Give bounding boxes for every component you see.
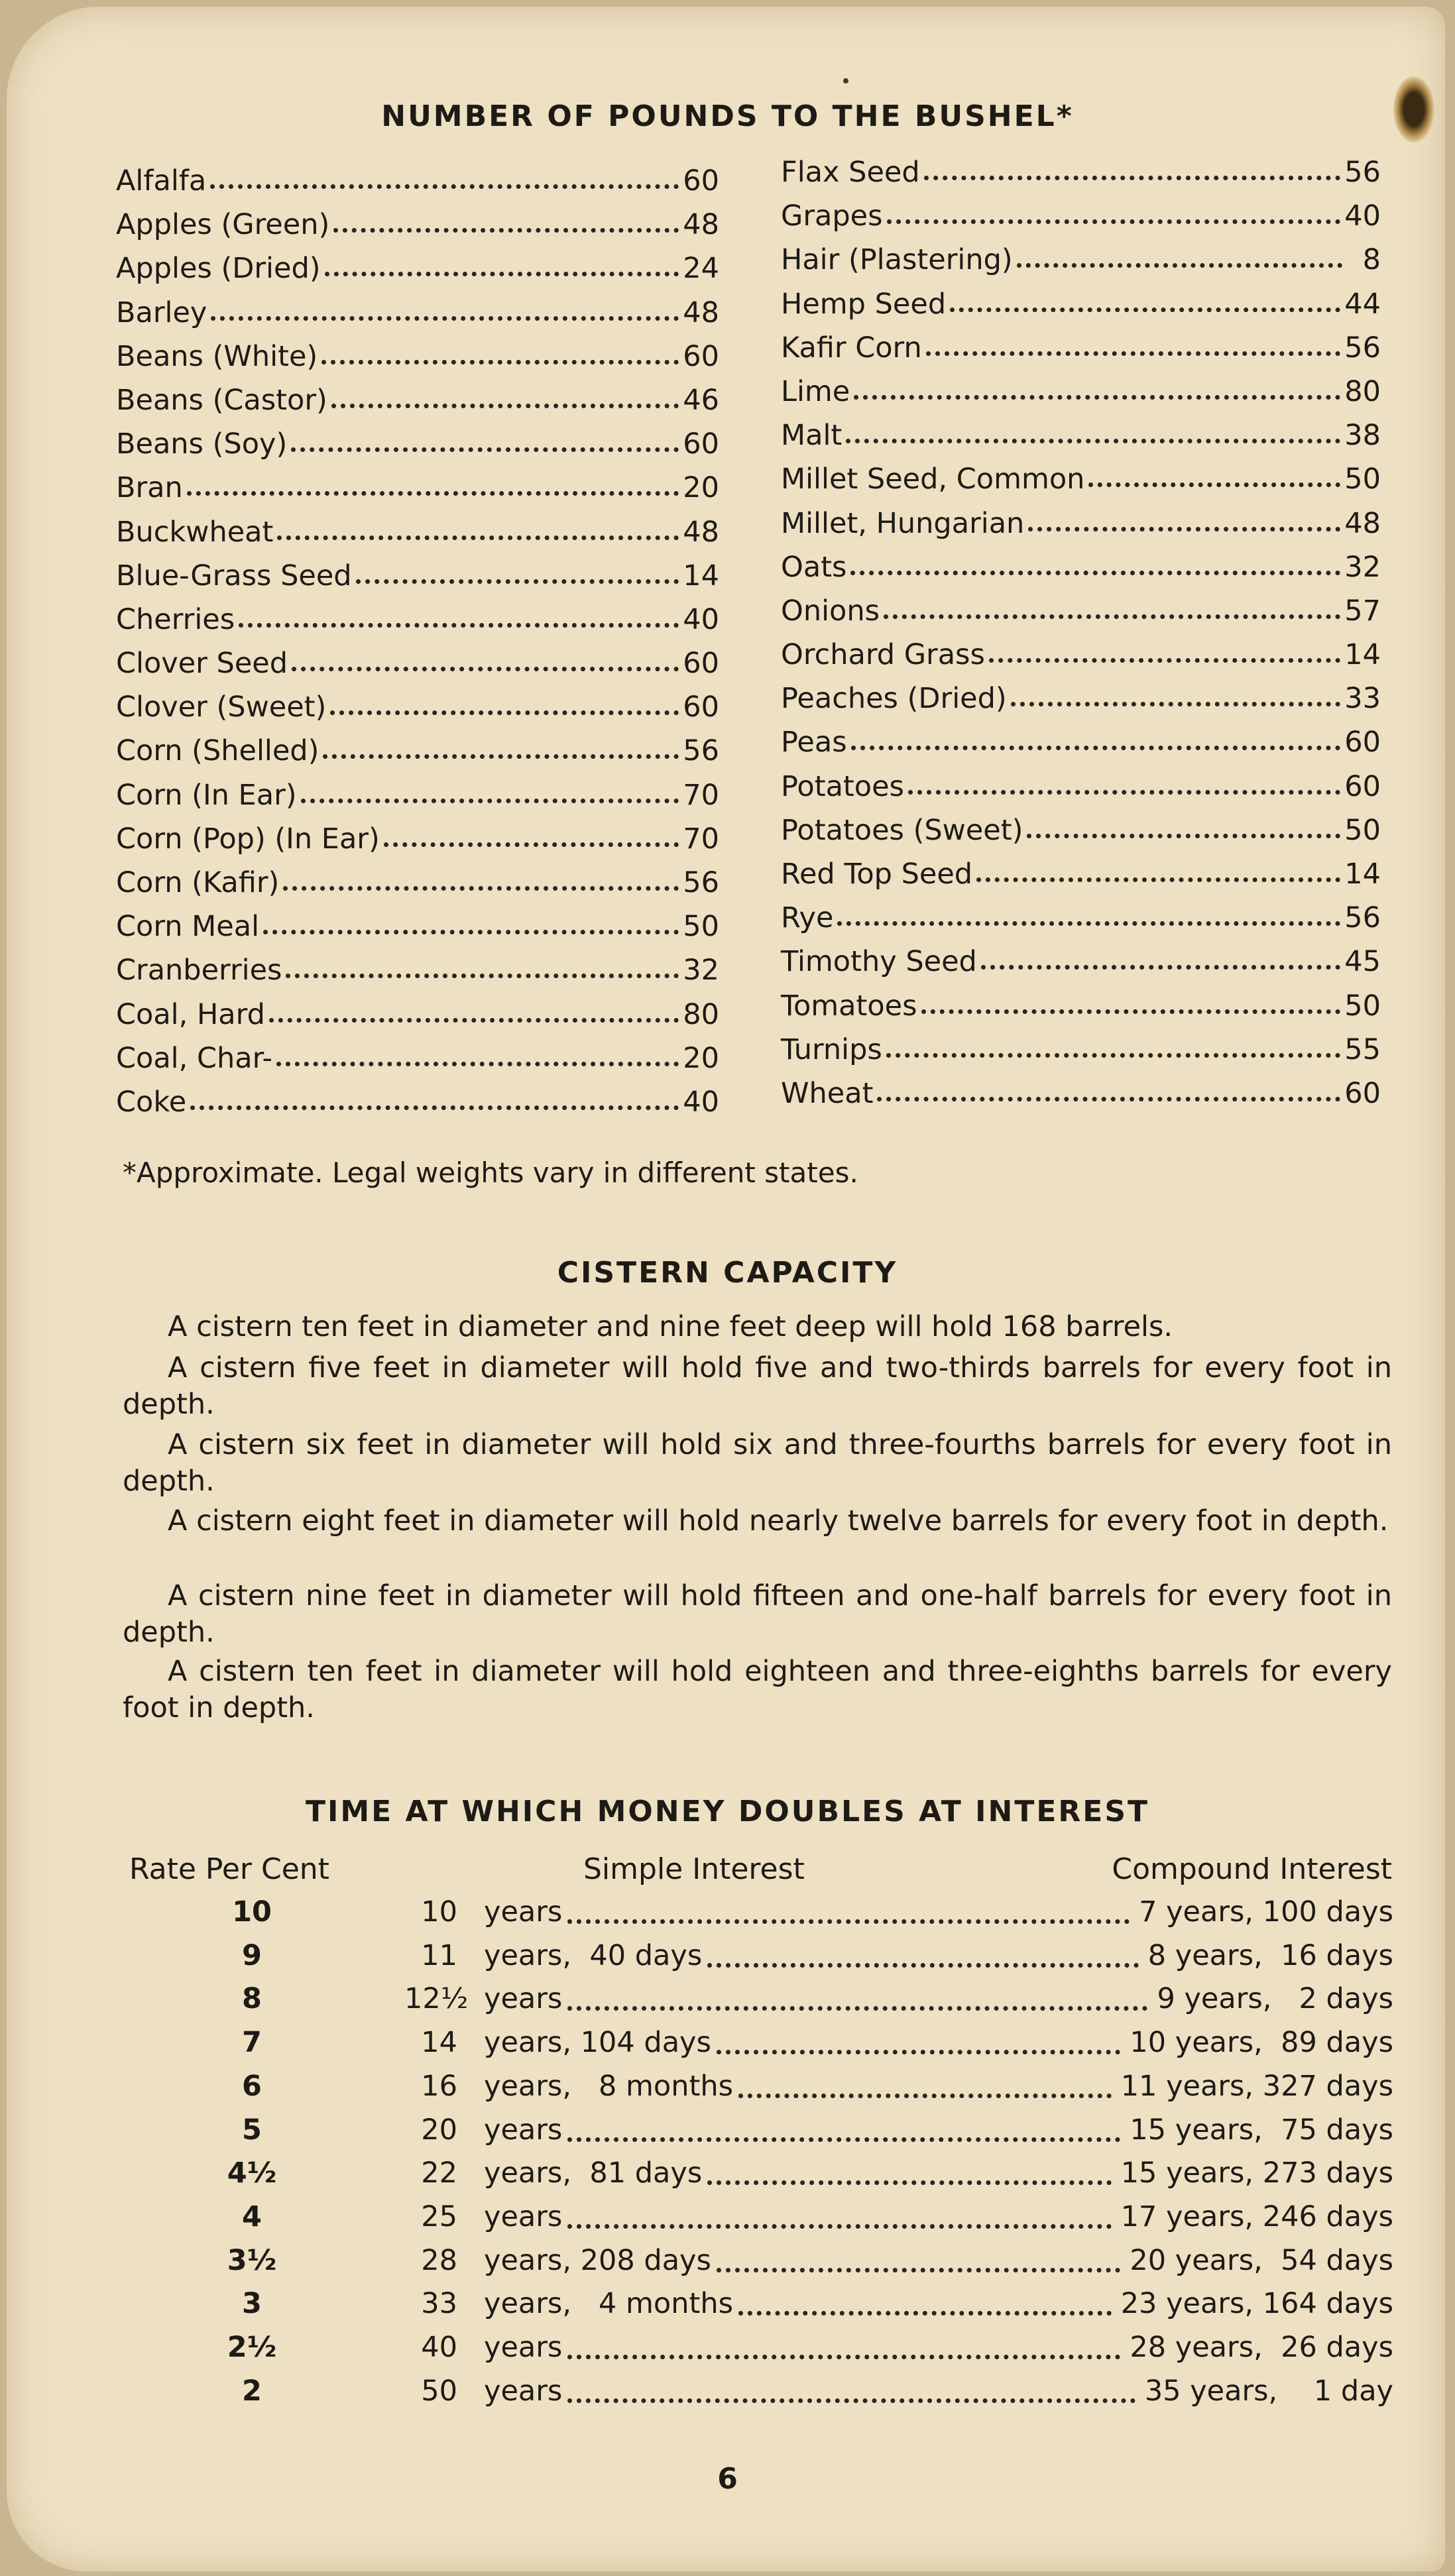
- pounds-value: 56: [683, 866, 719, 899]
- compound-cell: 7 years, 100 days: [1139, 1895, 1393, 1929]
- simple-years-cell: 20: [421, 2113, 457, 2147]
- bushel-row: [781, 243, 1381, 287]
- simple-detail-cell: years, 40 days: [484, 1938, 703, 1972]
- pounds-value: 48: [683, 515, 719, 549]
- dot-leader: [908, 790, 1340, 795]
- cistern-paragraph: A cistern eight feet in diameter will hold nearly twelve barrels for every foot in depth.: [168, 1504, 1389, 1538]
- dot-leader: [854, 395, 1340, 400]
- pounds-value: 20: [683, 1041, 719, 1075]
- dot-leader: [292, 667, 679, 671]
- pounds-value: 56: [1344, 156, 1381, 189]
- commodity-label: Flax Seed: [781, 156, 920, 189]
- simple-years-cell: 16: [421, 2069, 457, 2103]
- interest-row: [0, 1939, 1455, 1983]
- dot-leader: [924, 176, 1341, 180]
- dot-leader: [1017, 263, 1342, 268]
- commodity-label: Clover (Sweet): [116, 691, 327, 724]
- bushel-row: [116, 603, 719, 647]
- dot-leader: [331, 404, 679, 408]
- pounds-value: 60: [683, 339, 719, 373]
- commodity-label: Corn (Kafir): [116, 866, 280, 899]
- simple-detail-cell: years, 81 days: [484, 2156, 703, 2190]
- dot-leader: [301, 799, 679, 803]
- dot-leader: [707, 1963, 1139, 1968]
- pounds-value: 60: [1344, 769, 1381, 803]
- pounds-value: 44: [1344, 287, 1381, 321]
- bushel-row: [116, 1086, 719, 1129]
- simple-detail-cell: years: [484, 2374, 563, 2408]
- commodity-label: Timothy Seed: [781, 945, 977, 979]
- bushel-row: [116, 559, 719, 603]
- dot-leader: [1088, 482, 1340, 487]
- dot-leader: [846, 439, 1340, 443]
- commodity-label: Peaches (Dried): [781, 682, 1007, 716]
- dot-leader: [269, 1018, 679, 1023]
- dot-leader: [190, 1105, 679, 1110]
- bushel-row: [781, 419, 1381, 463]
- pounds-value: 45: [1344, 945, 1381, 979]
- pounds-value: 32: [1344, 550, 1381, 584]
- commodity-label: Cherries: [116, 602, 235, 636]
- commodity-label: Rye: [781, 901, 834, 935]
- dot-leader: [976, 877, 1340, 882]
- bushel-row: [116, 954, 719, 997]
- header-simple: Simple Interest: [583, 1852, 805, 1886]
- compound-cell: 8 years, 16 days: [1147, 1938, 1393, 1972]
- bushel-row: [781, 901, 1381, 945]
- dot-leader: [325, 272, 679, 276]
- pounds-value: 20: [683, 471, 719, 505]
- bushel-row: [781, 594, 1381, 638]
- interest-row: [0, 2331, 1455, 2375]
- commodity-label: Apples (Dried): [116, 252, 321, 286]
- simple-detail-cell: years, 104 days: [484, 2026, 711, 2060]
- commodity-label: Turnips: [781, 1033, 882, 1066]
- rate-cell: 10: [232, 1895, 272, 1929]
- bushel-row: [116, 691, 719, 734]
- dot-leader: [707, 2180, 1112, 2185]
- dot-leader: [1028, 527, 1340, 532]
- pounds-value: 50: [683, 910, 719, 944]
- commodity-label: Potatoes (Sweet): [781, 813, 1023, 847]
- bushel-row: [781, 1033, 1381, 1077]
- pounds-value: 32: [683, 954, 719, 987]
- commodity-label: Grapes: [781, 199, 883, 233]
- pounds-value: 38: [1344, 419, 1381, 453]
- dot-leader: [323, 754, 679, 759]
- bushel-row: [781, 945, 1381, 989]
- commodity-label: Beans (Castor): [116, 383, 327, 417]
- dot-leader: [286, 974, 679, 978]
- dot-leader: [356, 579, 679, 584]
- bushel-row: [781, 814, 1381, 858]
- pounds-value: 48: [683, 208, 719, 242]
- interest-row: [0, 2026, 1455, 2070]
- bushel-row: [781, 989, 1381, 1033]
- commodity-label: Coal, Hard: [116, 997, 265, 1031]
- simple-years-cell: 40: [421, 2331, 457, 2364]
- dot-leader: [877, 1097, 1340, 1101]
- dot-leader: [321, 360, 679, 364]
- cistern-paragraph: A cistern ten feet in diameter and nine feet deep will hold 168 barrels.: [168, 1310, 1173, 1343]
- simple-years-cell: 22: [421, 2156, 457, 2190]
- bushel-row: [116, 384, 719, 427]
- dot-leader: [886, 1053, 1340, 1058]
- dot-leader: [291, 447, 679, 452]
- dot-leader: [384, 842, 679, 847]
- dot-leader: [333, 228, 679, 233]
- dot-leader: [239, 623, 679, 628]
- bushel-row: [116, 779, 719, 822]
- commodity-label: Onions: [781, 594, 880, 628]
- commodity-label: Corn (Shelled): [116, 734, 320, 768]
- dot-leader: [950, 308, 1340, 312]
- simple-detail-cell: years, 4 months: [484, 2287, 733, 2321]
- compound-cell: 20 years, 54 days: [1130, 2243, 1393, 2277]
- bushel-row: [116, 340, 719, 384]
- speck: [843, 78, 848, 84]
- pounds-value: 60: [683, 691, 719, 724]
- dot-leader: [283, 886, 679, 891]
- dot-leader: [211, 316, 679, 321]
- rate-cell: 9: [242, 1938, 262, 1972]
- bushel-row: [116, 296, 719, 340]
- cistern-paragraph: A cistern ten feet in diameter will hold eighteen and three-eighths barrels for every foot in depth.: [123, 1655, 1392, 1724]
- header-compound: Compound Interest: [1112, 1852, 1392, 1886]
- commodity-label: Alfalfa: [116, 164, 207, 197]
- simple-years-cell: 28: [421, 2243, 457, 2277]
- commodity-label: Coal, Char-: [116, 1041, 273, 1075]
- cistern-paragraph: A cistern six feet in diameter will hold six and three-fourths barrels for every foot in depth.: [123, 1428, 1392, 1498]
- dot-leader: [717, 2050, 1120, 2054]
- pounds-value: 48: [683, 296, 719, 329]
- rate-cell: 5: [242, 2113, 262, 2147]
- compound-cell: 10 years, 89 days: [1130, 2026, 1393, 2060]
- simple-detail-cell: years: [484, 1895, 563, 1929]
- dot-leader: [851, 746, 1341, 750]
- pounds-value: 14: [683, 559, 719, 592]
- simple-detail-cell: years, 208 days: [484, 2243, 711, 2277]
- commodity-label: Corn Meal: [116, 910, 260, 944]
- commodity-label: Potatoes: [781, 769, 904, 803]
- commodity-label: Beans (White): [116, 339, 318, 373]
- rate-cell: 8: [242, 1982, 262, 2016]
- bushel-row: [116, 516, 719, 559]
- rate-cell: 2½: [227, 2331, 277, 2364]
- pounds-value: 70: [683, 822, 719, 856]
- commodity-label: Cranberries: [116, 954, 282, 987]
- rate-cell: 4: [242, 2200, 262, 2233]
- cistern-paragraph: A cistern nine feet in diameter will hold fifteen and one-half barrels for every foot in depth.: [123, 1579, 1392, 1649]
- bushel-row: [116, 647, 719, 691]
- compound-cell: 15 years, 273 days: [1120, 2156, 1393, 2190]
- bushel-row: [116, 910, 719, 954]
- bushel-row: [781, 1077, 1381, 1121]
- bushel-row: [781, 726, 1381, 769]
- commodity-label: Corn (Pop) (In Ear): [116, 822, 380, 856]
- commodity-label: Beans (Soy): [116, 427, 288, 461]
- bushel-row: [116, 208, 719, 252]
- interest-row: [0, 2200, 1455, 2244]
- cistern-paragraph: A cistern five feet in diameter will hold five and two-thirds barrels for every foot in depth.: [123, 1351, 1392, 1421]
- bushel-row: [781, 199, 1381, 243]
- compound-cell: 35 years, 1 day: [1144, 2374, 1393, 2408]
- rate-cell: 6: [242, 2069, 262, 2103]
- bushel-row: [781, 551, 1381, 594]
- bushel-row: [781, 770, 1381, 814]
- rate-cell: 3: [242, 2287, 262, 2321]
- pounds-value: 50: [1344, 813, 1381, 847]
- page-number: 6: [717, 2462, 738, 2496]
- interest-title: TIME AT WHICH MONEY DOUBLES AT INTEREST: [305, 1795, 1150, 1828]
- commodity-label: Peas: [781, 726, 847, 759]
- bushel-row: [781, 288, 1381, 331]
- compound-cell: 23 years, 164 days: [1120, 2287, 1393, 2321]
- pounds-value: 14: [1344, 858, 1381, 891]
- dot-leader: [567, 2398, 1135, 2403]
- pounds-value: 60: [683, 164, 719, 197]
- compound-cell: 9 years, 2 days: [1157, 1982, 1393, 2016]
- simple-years-cell: 14: [421, 2026, 457, 2060]
- pounds-value: 24: [683, 252, 719, 286]
- bushel-row: [781, 638, 1381, 682]
- pounds-value: 56: [683, 734, 719, 768]
- simple-detail-cell: years: [484, 1982, 563, 2016]
- simple-detail-cell: years: [484, 2113, 563, 2147]
- commodity-label: Oats: [781, 550, 847, 584]
- rate-cell: 2: [242, 2374, 262, 2408]
- pounds-value: 40: [1344, 199, 1381, 233]
- interest-row: [0, 1895, 1455, 1939]
- rate-cell: 3½: [227, 2243, 277, 2277]
- dot-leader: [330, 710, 679, 715]
- simple-detail-cell: years: [484, 2200, 563, 2233]
- bushel-row: [116, 822, 719, 866]
- commodity-label: Orchard Grass: [781, 638, 985, 672]
- commodity-label: Barley: [116, 296, 207, 329]
- bushel-row: [116, 866, 719, 910]
- dot-leader: [989, 658, 1340, 663]
- bushel-row: [116, 164, 719, 208]
- pounds-value: 8: [1362, 243, 1381, 277]
- dot-leader: [887, 219, 1341, 224]
- pounds-value: 60: [683, 647, 719, 681]
- dot-leader: [1027, 834, 1340, 838]
- dot-leader: [1011, 702, 1341, 706]
- interest-row: [0, 2113, 1455, 2157]
- rate-cell: 7: [242, 2026, 262, 2060]
- bushel-row: [781, 463, 1381, 506]
- interest-row: [0, 2070, 1455, 2113]
- interest-row: [0, 2287, 1455, 2331]
- simple-years-cell: 33: [421, 2287, 457, 2321]
- commodity-label: Hemp Seed: [781, 287, 947, 321]
- dot-leader: [926, 351, 1341, 356]
- simple-years-cell: 10: [421, 1895, 457, 1929]
- pounds-value: 70: [683, 778, 719, 812]
- commodity-label: Bran: [116, 471, 183, 505]
- commodity-label: Hair (Plastering): [781, 243, 1013, 277]
- bushel-row: [781, 858, 1381, 901]
- commodity-label: Corn (In Ear): [116, 778, 297, 812]
- dot-leader: [981, 965, 1340, 970]
- bushel-row: [781, 331, 1381, 375]
- dot-leader: [738, 2094, 1112, 2098]
- simple-years-cell: 25: [421, 2200, 457, 2233]
- commodity-label: Millet, Hungarian: [781, 506, 1025, 540]
- bushel-right-column: [781, 156, 1381, 1121]
- dot-leader: [567, 2224, 1112, 2229]
- compound-cell: 11 years, 327 days: [1120, 2069, 1393, 2103]
- pounds-value: 56: [1344, 901, 1381, 935]
- dot-leader: [717, 2268, 1120, 2272]
- compound-cell: 28 years, 26 days: [1130, 2331, 1393, 2364]
- dot-leader: [921, 1009, 1341, 1014]
- dot-leader: [884, 614, 1340, 619]
- commodity-label: Coke: [116, 1085, 187, 1119]
- bushel-row: [116, 998, 719, 1042]
- commodity-label: Malt: [781, 419, 843, 453]
- commodity-label: Wheat: [781, 1076, 874, 1110]
- pounds-value: 80: [683, 997, 719, 1031]
- pounds-value: 55: [1344, 1033, 1381, 1066]
- pounds-value: 14: [1344, 638, 1381, 672]
- simple-years-cell: 12½: [404, 1982, 469, 2016]
- bushel-title: NUMBER OF POUNDS TO THE BUSHEL*: [381, 99, 1074, 133]
- dot-leader: [567, 2355, 1120, 2359]
- compound-cell: 15 years, 75 days: [1130, 2113, 1393, 2147]
- header-rate: Rate Per Cent: [129, 1852, 329, 1886]
- bushel-row: [116, 734, 719, 778]
- dot-leader: [567, 2006, 1147, 2011]
- pounds-value: 46: [683, 383, 719, 417]
- pounds-value: 60: [1344, 1076, 1381, 1110]
- bushel-row: [116, 427, 719, 471]
- bushel-row: [116, 1042, 719, 1086]
- pounds-value: 56: [1344, 331, 1381, 364]
- dot-leader: [837, 921, 1340, 926]
- simple-years-cell: 11: [421, 1938, 457, 1972]
- commodity-label: Blue-Grass Seed: [116, 559, 352, 592]
- pounds-value: 40: [683, 602, 719, 636]
- commodity-label: Tomatoes: [781, 989, 917, 1023]
- bushel-row: [781, 156, 1381, 199]
- dot-leader: [738, 2311, 1112, 2316]
- commodity-label: Millet Seed, Common: [781, 463, 1085, 496]
- dot-leader: [850, 571, 1340, 575]
- bushel-row: [781, 375, 1381, 419]
- pounds-value: 50: [1344, 989, 1381, 1023]
- simple-detail-cell: years: [484, 2331, 563, 2364]
- pounds-value: 50: [1344, 463, 1381, 496]
- dot-leader: [187, 491, 679, 496]
- pounds-value: 33: [1344, 682, 1381, 716]
- bushel-left-column: [116, 164, 719, 1129]
- interest-row: [0, 2244, 1455, 2288]
- dot-leader: [567, 2137, 1120, 2142]
- cistern-title: CISTERN CAPACITY: [557, 1256, 898, 1290]
- commodity-label: Clover Seed: [116, 647, 288, 681]
- commodity-label: Buckwheat: [116, 515, 274, 549]
- simple-detail-cell: years, 8 months: [484, 2069, 733, 2103]
- bushel-row: [781, 682, 1381, 726]
- pounds-value: 57: [1344, 594, 1381, 628]
- rate-cell: 4½: [227, 2156, 277, 2190]
- dot-leader: [210, 184, 679, 189]
- bushel-footnote: *Approximate. Legal weights vary in different states.: [123, 1156, 858, 1189]
- dot-leader: [277, 535, 679, 540]
- commodity-label: Apples (Green): [116, 208, 330, 242]
- bushel-row: [116, 471, 719, 515]
- pounds-value: 40: [683, 1085, 719, 1119]
- compound-cell: 17 years, 246 days: [1120, 2200, 1393, 2233]
- dot-leader: [263, 930, 679, 934]
- interest-row: [0, 2375, 1455, 2418]
- pounds-value: 48: [1344, 506, 1381, 540]
- commodity-label: Kafir Corn: [781, 331, 922, 364]
- pounds-value: 60: [1344, 726, 1381, 759]
- bushel-row: [781, 507, 1381, 551]
- bushel-row: [116, 252, 719, 296]
- interest-row: [0, 1982, 1455, 2026]
- pounds-value: 60: [683, 427, 719, 461]
- commodity-label: Lime: [781, 374, 850, 408]
- pounds-value: 80: [1344, 374, 1381, 408]
- dot-leader: [567, 1919, 1130, 1924]
- interest-row: [0, 2156, 1455, 2200]
- simple-years-cell: 50: [421, 2374, 457, 2408]
- dot-leader: [276, 1062, 679, 1066]
- commodity-label: Red Top Seed: [781, 858, 973, 891]
